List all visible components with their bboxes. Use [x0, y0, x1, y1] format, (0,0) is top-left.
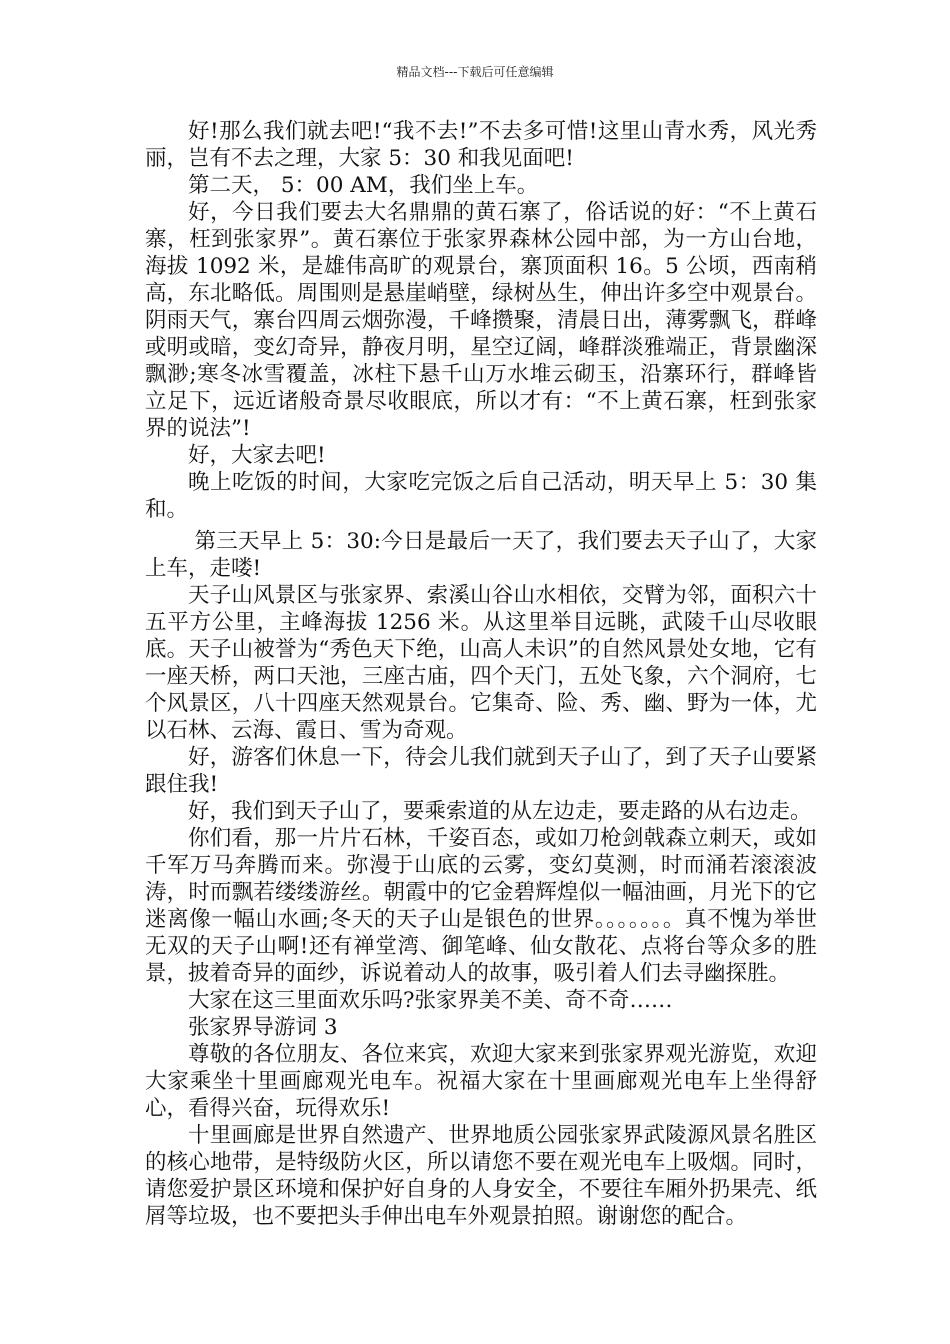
- paragraph: 天子山风景区与张家界、索溪山谷山水相依，交臂为邻，面积六十五平方公里，主峰海拔 1256 米。从这里举目远眺，武陵千山尽收眼底。天子山被誉为“秀色天下绝，山高人未识”的自然风景处女地，它有一座天桥，两口天池，三座古庙，四个天门，五处飞象，六个洞府，七个风景区，八十四座天然观景台。它集奇、险、秀、幽、野为一体，尤以石林、云海、霞日、雪为奇观。: [145, 583, 817, 743]
- paragraph: 好，我们到天子山了，要乘索道的从左边走，要走路的从右边走。: [188, 799, 812, 824]
- paragraph: 大家在这三里面欢乐吗?张家界美不美、奇不奇……: [188, 988, 673, 1013]
- paragraph: 晚上吃饭的时间，大家吃完饭之后自己活动，明天早上 5：30 集和。: [145, 470, 817, 522]
- page-header: 精品文档---下载后可任意编辑: [396, 65, 554, 79]
- paragraph: 好，游客们休息一下，待会儿我们就到天子山了，到了天子山要紧跟住我!: [145, 745, 817, 797]
- section-heading: 张家界导游词 3: [188, 1015, 338, 1040]
- paragraph: 好，大家去吧!: [188, 443, 326, 468]
- paragraph: 第二天， 5：00 AM，我们坐上车。: [188, 173, 539, 198]
- paragraph: 你们看，那一片片石林，千姿百态，或如刀枪剑戟森立刺天，或如千军万马奔腾而来。弥漫于山底的云雾，变幻莫测，时而涌若滚滚波涛，时而飘若缕缕游丝。朝霞中的它金碧辉煌似一幅油画，月光下的它迷离像一幅山水画;冬天的天子山是银色的世界。。。。。。。真不愧为举世无双的天子山啊!还有禅堂湾、御笔峰、仙女散花、点将台等众多的胜景，披着奇异的面纱，诉说着动人的故事，吸引着人们去寻幽探胜。: [145, 826, 817, 986]
- paragraph: 好，今日我们要去大名鼎鼎的黄石寨了，俗话说的好：“不上黄石寨，枉到张家界”。黄石寨位于张家界森林公园中部，为一方山台地，海拔 1092 米，是雄伟高旷的观景台，寨顶面积 16。5 公顷，西南稍高，东北略低。周围则是悬崖峭壁，绿树丛生，伸出许多空中观景台。阴雨天气，寨台四周云烟弥漫，千峰攒聚，清晨日出，薄雾飘飞，群峰或明或暗，变幻奇异，静夜月明，星空辽阔，峰群淡雅端正，背景幽深飘渺;寒冬冰雪覆盖，冰柱下悬千山万水堆云砌玉，沿寨环行，群峰皆立足下，远近诸般奇景尽收眼底，所以才有：“不上黄石寨，枉到张家界的说法”!: [145, 200, 817, 441]
- paragraph: 十里画廊是世界自然遗产、世界地质公园张家界武陵源风景名胜区的核心地带，是特级防火区，所以请您不要在观光电车上吸烟。同时，请您爱护景区环境和保护好自身的人身安全，不要往车厢外扔果壳、纸屑等垃圾，也不要把头手伸出电车外观景拍照。谢谢您的配合。: [145, 1123, 817, 1229]
- paragraph: 尊敬的各位朋友、各位来宾，欢迎大家来到张家界观光游览，欢迎大家乘坐十里画廊观光电车。祝福大家在十里画廊观光电车上坐得舒心，看得兴奋，玩得欢乐!: [145, 1042, 817, 1121]
- document-body: [145, 118, 817, 1230]
- paragraph: 好!那么我们就去吧!“我不去!”不去多可惜!这里山青水秀，风光秀丽，岂有不去之理，大家 5：30 和我见面吧!: [145, 119, 817, 171]
- paragraph: 第三天早上 5：30:今日是最后一天了，我们要去天子山了，大家上车，走喽!: [145, 529, 817, 581]
